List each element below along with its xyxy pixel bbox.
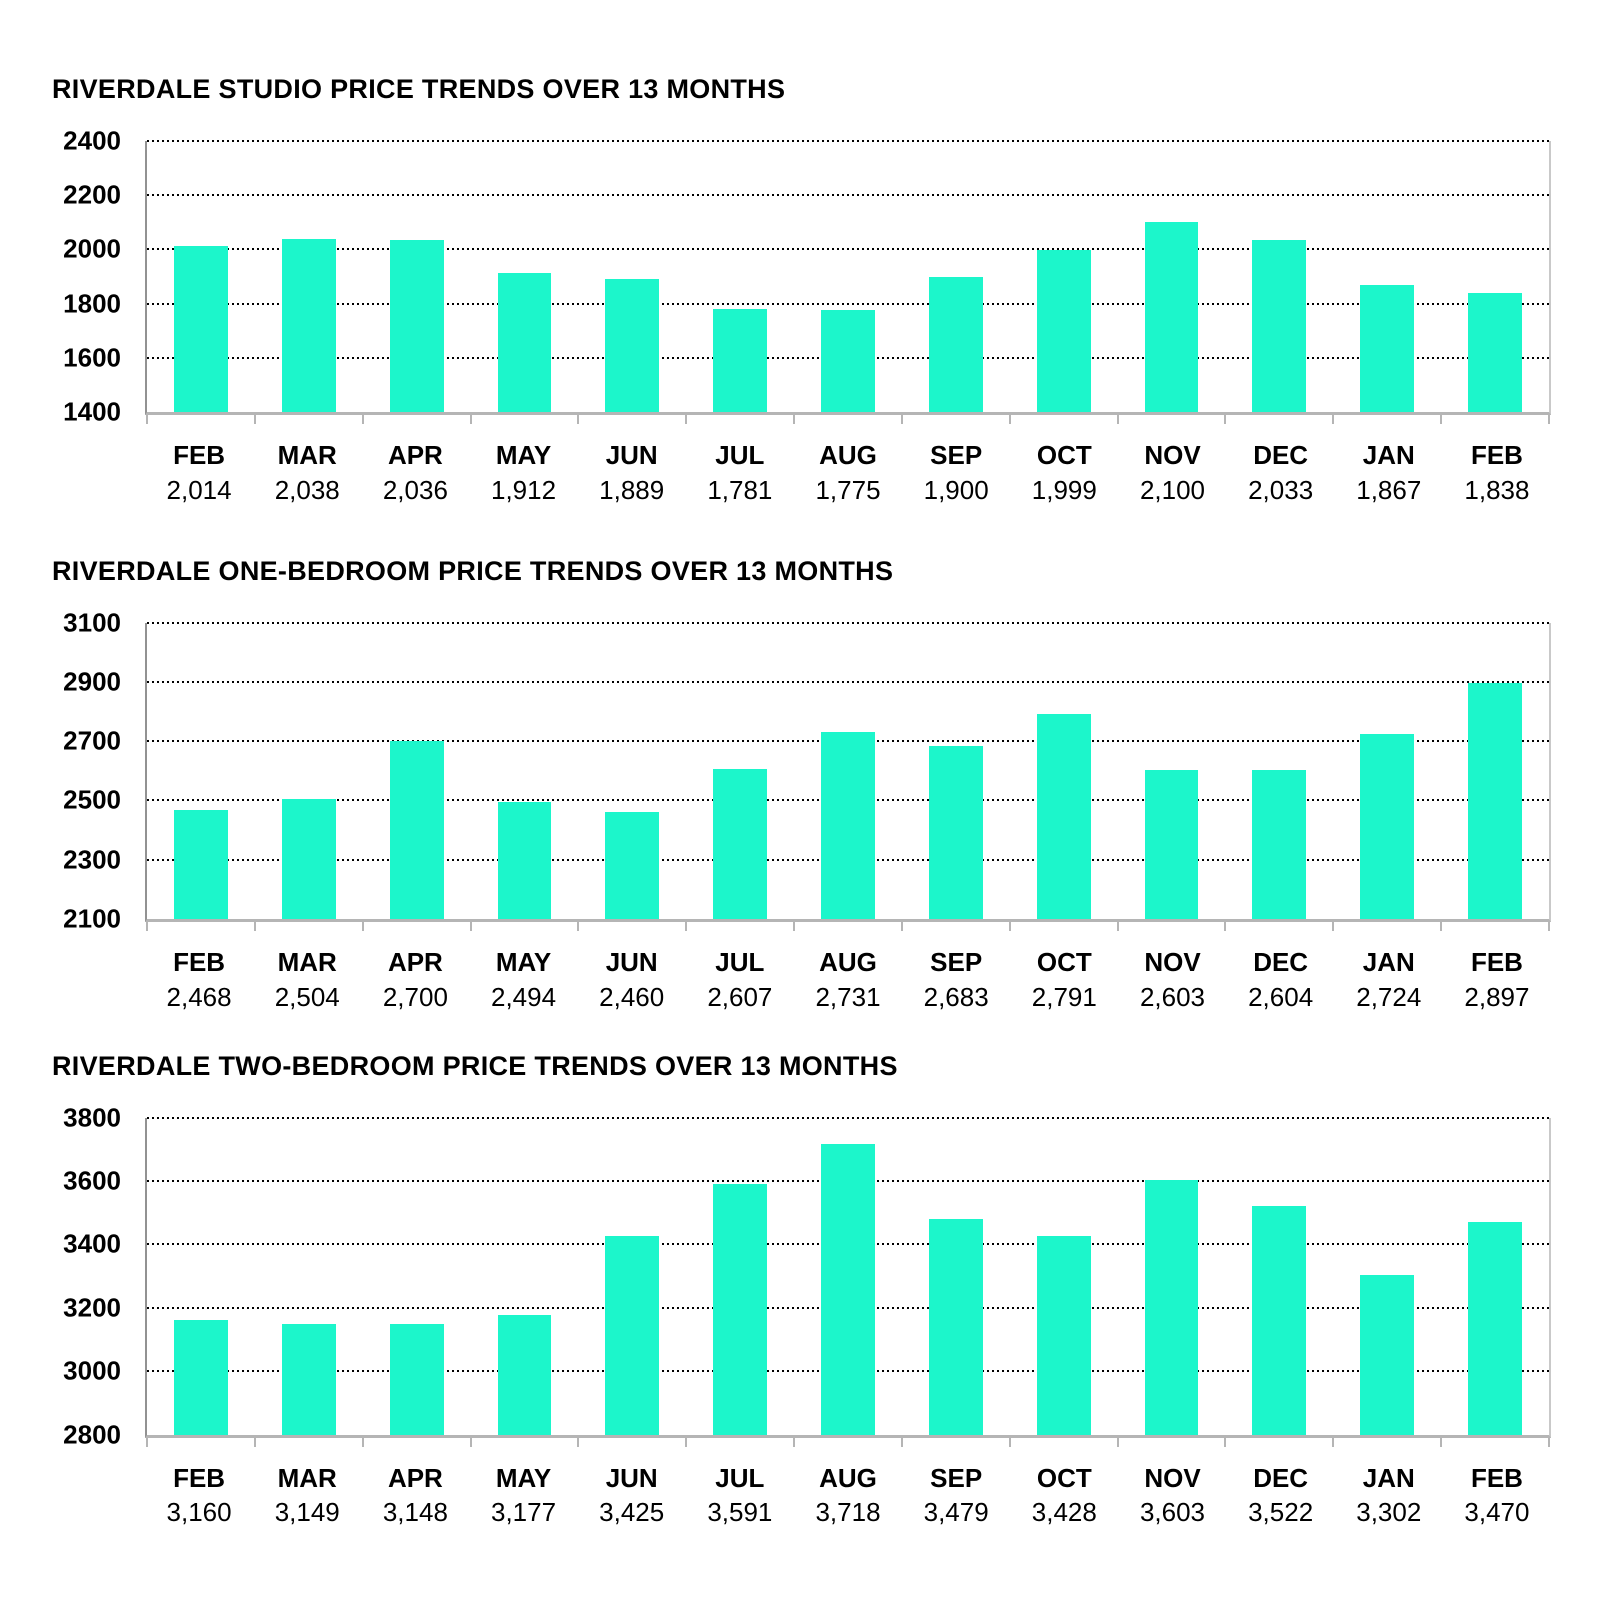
- month-label: NOV: [1144, 440, 1201, 470]
- x-axis-tick: [685, 922, 687, 931]
- x-axis-tick: [470, 1438, 472, 1447]
- month-label: AUG: [819, 1462, 877, 1493]
- y-tick-label: 3800: [63, 1102, 121, 1133]
- x-axis-tick: [793, 415, 795, 424]
- bar-1-sep-7: [929, 746, 983, 919]
- x-axis-tick: [146, 1438, 148, 1447]
- month-label: JUN: [605, 946, 658, 977]
- chart-section-2: [52, 1051, 1551, 1529]
- x-label-cell: [361, 1464, 469, 1529]
- x-axis-tick: [1117, 415, 1119, 424]
- month-label: MAR: [277, 946, 337, 977]
- gridline: [147, 1117, 1549, 1119]
- x-axis-tick: [577, 415, 579, 424]
- x-label-cell: [794, 441, 902, 506]
- bar-0-sep-7: [929, 277, 983, 413]
- value-label: 3,149: [274, 1497, 340, 1528]
- month-label: FEB: [1470, 946, 1523, 977]
- value-label: 3,479: [923, 1497, 989, 1528]
- month-label: JAN: [1362, 946, 1415, 977]
- month-label: FEB: [173, 440, 226, 470]
- y-tick-label: 2500: [63, 784, 121, 815]
- y-tick-label: 2200: [63, 179, 121, 210]
- x-label-cell: [469, 1464, 577, 1529]
- x-label-cell: [361, 441, 469, 506]
- y-tick-label: 2900: [63, 666, 121, 697]
- x-label-cell: [1118, 948, 1226, 1013]
- value-label: 1,781: [707, 474, 773, 505]
- bar-0-jul-5: [713, 309, 767, 412]
- x-axis-tick: [793, 1438, 795, 1447]
- month-label: JUL: [715, 440, 765, 470]
- value-label: 2,468: [166, 981, 232, 1012]
- month-label: JUL: [715, 1462, 765, 1493]
- x-label-cell: [1335, 441, 1443, 506]
- value-label: 2,038: [274, 474, 340, 505]
- x-label-cell: [1335, 948, 1443, 1013]
- x-axis-tick: [577, 1438, 579, 1447]
- bar-0-nov-9: [1145, 222, 1199, 412]
- value-label: 3,470: [1464, 1497, 1530, 1528]
- bar-1-dec-10: [1252, 770, 1306, 919]
- x-axis-tick: [1332, 922, 1334, 931]
- bar-1-feb-0: [174, 810, 228, 919]
- gridline: [147, 140, 1549, 142]
- value-label: 2,731: [815, 981, 881, 1012]
- x-label-cell: [1118, 441, 1226, 506]
- x-axis-tick: [146, 415, 148, 424]
- value-label: 1,867: [1356, 474, 1422, 505]
- x-axis-tick: [1548, 1438, 1550, 1447]
- x-label-cell: [1443, 1464, 1551, 1529]
- month-label: FEB: [173, 946, 226, 977]
- x-label-cell: [902, 441, 1010, 506]
- bar-2-jul-5: [713, 1184, 767, 1435]
- y-axis: [52, 125, 145, 427]
- x-axis-tick: [1548, 922, 1550, 931]
- value-label: 2,460: [599, 981, 665, 1012]
- x-axis-tick: [1224, 415, 1226, 424]
- gridline: [147, 622, 1549, 624]
- x-axis-tick: [901, 415, 903, 424]
- plot-area: [145, 141, 1551, 415]
- month-label: JAN: [1362, 440, 1415, 470]
- x-axis-tick: [1224, 1438, 1226, 1447]
- bar-0-feb-12: [1468, 293, 1522, 412]
- bar-0-oct-8: [1037, 250, 1091, 412]
- bar-1-nov-9: [1145, 770, 1199, 919]
- x-label-cell: [361, 948, 469, 1013]
- x-label-cell: [1010, 441, 1118, 506]
- value-label: 2,603: [1139, 981, 1206, 1012]
- x-label-cell: [902, 948, 1010, 1013]
- x-label-cell: [686, 1464, 794, 1529]
- x-axis-tick: [254, 922, 256, 931]
- x-label-cell: [686, 441, 794, 506]
- bar-2-dec-10: [1252, 1206, 1306, 1435]
- x-label-cell: [1010, 1464, 1118, 1529]
- month-label: OCT: [1036, 440, 1092, 470]
- value-label: 3,425: [599, 1497, 665, 1528]
- bar-2-apr-2: [390, 1324, 444, 1434]
- x-axis-tick: [470, 415, 472, 424]
- y-axis: [52, 1102, 145, 1450]
- bar-1-feb-12: [1468, 683, 1522, 919]
- y-tick-label: 3400: [63, 1228, 121, 1259]
- x-axis-tick: [1440, 1438, 1442, 1447]
- gridline: [147, 248, 1549, 250]
- bar-1-jan-11: [1360, 734, 1414, 919]
- bar-0-jun-4: [605, 279, 659, 412]
- y-tick-label: 3100: [63, 607, 121, 638]
- y-tick-label: 2800: [63, 1419, 121, 1450]
- value-label: 2,700: [382, 981, 448, 1012]
- gridline: [147, 303, 1549, 305]
- y-tick-label: 2000: [63, 233, 121, 264]
- x-axis-tick: [1009, 415, 1011, 424]
- x-axis-tick: [685, 1438, 687, 1447]
- bar-0-dec-10: [1252, 240, 1306, 412]
- value-label: 2,036: [382, 474, 448, 505]
- x-label-cell: [1443, 441, 1551, 506]
- x-label-cell: [578, 948, 686, 1013]
- month-label: FEB: [1470, 1462, 1523, 1493]
- month-label: DEC: [1253, 1462, 1309, 1493]
- y-tick-label: 2700: [63, 725, 121, 756]
- value-label: 3,428: [1031, 1497, 1097, 1528]
- chart-body: [52, 125, 1551, 427]
- x-axis-tick: [146, 922, 148, 931]
- value-label: 2,791: [1031, 981, 1097, 1012]
- month-label: JUN: [605, 440, 658, 470]
- y-tick-label: 1400: [63, 396, 121, 427]
- bar-0-jan-11: [1360, 285, 1414, 412]
- y-axis: [52, 607, 145, 934]
- y-tick-label: 2100: [63, 903, 121, 934]
- plot-area: [145, 1118, 1551, 1438]
- month-label: MAY: [495, 440, 552, 470]
- month-label: OCT: [1036, 1462, 1092, 1493]
- bar-0-aug-6: [821, 310, 875, 412]
- x-axis-tick: [901, 922, 903, 931]
- chart-body: [52, 1102, 1551, 1450]
- x-label-cell: [1118, 1464, 1226, 1529]
- value-label: 1,775: [815, 474, 881, 505]
- x-label-cell: [1443, 948, 1551, 1013]
- x-axis-labels: [145, 1464, 1551, 1529]
- x-label-cell: [794, 1464, 902, 1529]
- bar-1-jun-4: [605, 812, 659, 919]
- bar-2-mar-1: [282, 1324, 336, 1435]
- bar-2-feb-0: [174, 1320, 228, 1434]
- chart-title: RIVERDALE TWO-BEDROOM PRICE TRENDS OVER 13 MONTHS: [52, 1050, 898, 1081]
- bar-1-may-3: [498, 802, 552, 919]
- y-tick-label: 3200: [63, 1292, 121, 1323]
- bar-1-aug-6: [821, 732, 875, 919]
- month-label: AUG: [819, 440, 877, 470]
- chart-body: [52, 607, 1551, 934]
- month-label: FEB: [1470, 440, 1523, 470]
- x-label-cell: [145, 441, 253, 506]
- chart-section-0: [52, 74, 1551, 506]
- value-label: 3,718: [815, 1497, 881, 1528]
- bar-2-jun-4: [605, 1236, 659, 1434]
- y-tick-label: 3600: [63, 1165, 121, 1196]
- month-label: JAN: [1362, 1462, 1415, 1493]
- month-label: NOV: [1144, 1462, 1201, 1493]
- value-label: 2,100: [1139, 474, 1206, 505]
- month-label: NOV: [1144, 946, 1201, 977]
- x-axis-tick: [1224, 922, 1226, 931]
- x-axis-tick: [1440, 415, 1442, 424]
- month-label: JUL: [715, 946, 765, 977]
- month-label: MAR: [277, 440, 337, 470]
- x-axis-tick: [1548, 415, 1550, 424]
- charts-container: [52, 74, 1551, 1528]
- value-label: 2,494: [491, 981, 557, 1012]
- x-label-cell: [253, 1464, 361, 1529]
- bar-2-aug-6: [821, 1144, 875, 1435]
- month-label: MAR: [277, 1462, 337, 1493]
- gridline: [147, 681, 1549, 683]
- x-label-cell: [145, 1464, 253, 1529]
- bar-2-nov-9: [1145, 1180, 1199, 1435]
- plot-area: [145, 623, 1551, 922]
- value-label: 2,897: [1464, 981, 1530, 1012]
- bar-1-oct-8: [1037, 714, 1091, 919]
- chart-title: RIVERDALE ONE-BEDROOM PRICE TRENDS OVER 13 MONTHS: [52, 555, 894, 586]
- bar-2-sep-7: [929, 1219, 983, 1434]
- x-axis-tick: [1009, 922, 1011, 931]
- x-label-cell: [686, 948, 794, 1013]
- y-tick-label: 1600: [63, 342, 121, 373]
- value-label: 2,033: [1248, 474, 1314, 505]
- bar-1-jul-5: [713, 769, 767, 919]
- value-label: 3,522: [1248, 1497, 1314, 1528]
- value-label: 3,148: [382, 1497, 448, 1528]
- x-label-cell: [1227, 441, 1335, 506]
- x-label-cell: [1227, 1464, 1335, 1529]
- x-axis-tick: [362, 415, 364, 424]
- bar-1-apr-2: [390, 741, 444, 919]
- bar-0-feb-0: [174, 246, 228, 412]
- month-label: MAY: [495, 946, 552, 977]
- month-label: SEP: [930, 440, 983, 470]
- value-label: 3,302: [1356, 1497, 1422, 1528]
- value-label: 2,607: [707, 981, 773, 1012]
- value-label: 2,014: [166, 474, 232, 505]
- month-label: OCT: [1036, 946, 1092, 977]
- x-axis-tick: [1332, 415, 1334, 424]
- month-label: APR: [387, 440, 443, 470]
- x-label-cell: [578, 1464, 686, 1529]
- x-label-cell: [578, 441, 686, 506]
- month-label: DEC: [1253, 946, 1309, 977]
- bar-2-feb-12: [1468, 1222, 1522, 1434]
- value-label: 1,889: [599, 474, 665, 505]
- month-label: JUN: [605, 1462, 658, 1493]
- x-label-cell: [253, 441, 361, 506]
- x-axis-tick: [1117, 922, 1119, 931]
- x-label-cell: [1335, 1464, 1443, 1529]
- value-label: 1,838: [1464, 474, 1530, 505]
- y-tick-label: 2300: [63, 844, 121, 875]
- x-axis-tick: [1117, 1438, 1119, 1447]
- x-axis-tick: [1332, 1438, 1334, 1447]
- x-axis-tick: [470, 922, 472, 931]
- y-tick-label: 1800: [63, 288, 121, 319]
- x-label-cell: [902, 1464, 1010, 1529]
- month-label: DEC: [1253, 440, 1309, 470]
- x-label-cell: [253, 948, 361, 1013]
- x-axis-tick: [685, 415, 687, 424]
- bar-0-mar-1: [282, 239, 336, 412]
- value-label: 2,504: [274, 981, 340, 1012]
- x-axis-tick: [362, 922, 364, 931]
- month-label: MAY: [495, 1462, 552, 1493]
- value-label: 1,900: [923, 474, 989, 505]
- gridline: [147, 194, 1549, 196]
- x-axis-tick: [901, 1438, 903, 1447]
- x-axis-tick: [362, 1438, 364, 1447]
- x-axis-tick: [793, 922, 795, 931]
- chart-section-1: [52, 556, 1551, 1013]
- bar-1-mar-1: [282, 799, 336, 919]
- x-axis-labels: [145, 948, 1551, 1013]
- value-label: 1,912: [491, 474, 557, 505]
- month-label: APR: [387, 1462, 443, 1493]
- month-label: SEP: [930, 1462, 983, 1493]
- bar-2-oct-8: [1037, 1236, 1091, 1435]
- x-axis-tick: [1440, 922, 1442, 931]
- month-label: SEP: [930, 946, 983, 977]
- value-label: 2,724: [1356, 981, 1422, 1012]
- value-label: 3,160: [166, 1497, 232, 1528]
- bar-2-may-3: [498, 1315, 552, 1435]
- y-tick-label: 2400: [63, 125, 121, 156]
- chart-title: RIVERDALE STUDIO PRICE TRENDS OVER 13 MONTHS: [52, 74, 786, 104]
- x-label-cell: [794, 948, 902, 1013]
- value-label: 3,177: [491, 1497, 557, 1528]
- y-tick-label: 3000: [63, 1355, 121, 1386]
- bar-0-may-3: [498, 273, 552, 412]
- month-label: FEB: [173, 1462, 226, 1493]
- bar-0-apr-2: [390, 240, 444, 412]
- x-axis-labels: [145, 441, 1551, 506]
- bar-2-jan-11: [1360, 1275, 1414, 1434]
- x-label-cell: [1010, 948, 1118, 1013]
- value-label: 1,999: [1031, 474, 1097, 505]
- month-label: AUG: [819, 946, 877, 977]
- value-label: 3,591: [707, 1497, 773, 1528]
- x-label-cell: [1227, 948, 1335, 1013]
- x-axis-tick: [254, 1438, 256, 1447]
- month-label: APR: [387, 946, 443, 977]
- x-axis-tick: [577, 922, 579, 931]
- x-axis-tick: [254, 415, 256, 424]
- value-label: 3,603: [1139, 1497, 1206, 1528]
- x-axis-tick: [1009, 1438, 1011, 1447]
- value-label: 2,683: [923, 981, 989, 1012]
- x-label-cell: [469, 441, 577, 506]
- x-label-cell: [145, 948, 253, 1013]
- x-label-cell: [469, 948, 577, 1013]
- value-label: 2,604: [1248, 981, 1314, 1012]
